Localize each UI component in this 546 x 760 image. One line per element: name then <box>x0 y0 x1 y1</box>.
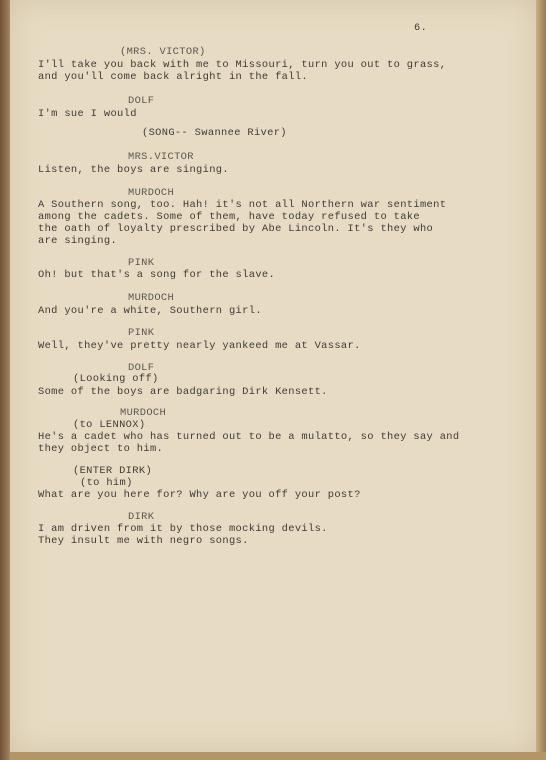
speaker-name: (MRS. VICTOR) <box>120 46 206 58</box>
speaker-name: DOLF <box>128 362 155 374</box>
script-page <box>10 0 536 752</box>
speaker-name: DOLF <box>128 95 155 107</box>
dialogue-line: among the cadets. Some of them, have today refused to take <box>38 211 420 223</box>
dialogue-line: A Southern song, too. Hah! it's not all Northern war sentiment <box>38 199 447 211</box>
dialogue-line: I'm sue I would <box>38 108 137 120</box>
dialogue-line: Oh! but that's a song for the slave. <box>38 269 276 281</box>
dialogue-line: the oath of loyalty prescribed by Abe Lincoln. It's they who <box>38 223 434 235</box>
speaker-name: PINK <box>128 257 155 269</box>
speaker-name: MURDOCH <box>128 292 175 304</box>
stage-direction: (Looking off) <box>73 373 159 385</box>
dialogue-line: I'll take you back with me to Missouri, turn you out to grass, <box>38 59 447 71</box>
speaker-name: PINK <box>128 327 155 339</box>
page-bottom-edge <box>10 752 546 760</box>
speaker-name: MRS.VICTOR <box>128 151 194 163</box>
stage-direction: (ENTER DIRK) <box>73 465 153 477</box>
dialogue-line: Listen, the boys are singing. <box>38 164 229 176</box>
dialogue-line: I am driven from it by those mocking devils. <box>38 523 328 535</box>
speaker-name: DIRK <box>128 511 155 523</box>
stage-direction: (to him) <box>80 477 133 489</box>
stage-direction: (SONG-- Swannee River) <box>142 127 287 139</box>
dialogue-line: they object to him. <box>38 443 164 455</box>
dialogue-line: They insult me with negro songs. <box>38 535 249 547</box>
dialogue-line: Some of the boys are badgaring Dirk Kensett. <box>38 386 328 398</box>
dialogue-line: and you'll come back alright in the fall. <box>38 71 309 83</box>
speaker-name: MURDOCH <box>120 407 167 419</box>
dialogue-line: And you're a white, Southern girl. <box>38 305 262 317</box>
dialogue-line: Well, they've pretty nearly yankeed me at Vassar. <box>38 340 361 352</box>
page-edge <box>536 0 546 760</box>
dialogue-line: What are you here for? Why are you off your post? <box>38 489 361 501</box>
dialogue-line: are singing. <box>38 235 118 247</box>
page-number: 6. <box>414 22 428 34</box>
stage-direction: (to LENNOX) <box>73 419 146 431</box>
speaker-name: MURDOCH <box>128 187 175 199</box>
dialogue-line: He's a cadet who has turned out to be a mulatto, so they say and <box>38 431 460 443</box>
